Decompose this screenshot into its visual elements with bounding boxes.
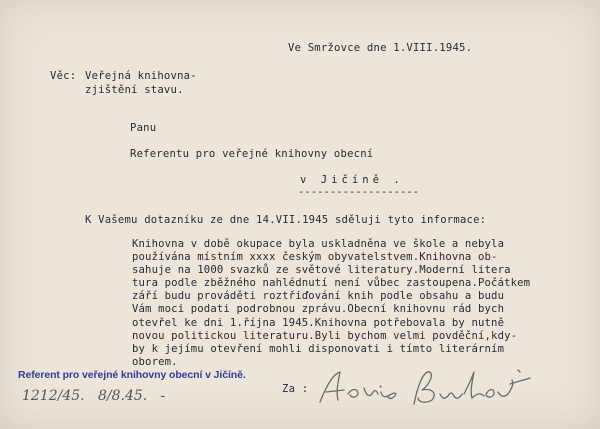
closing-label: Za : <box>282 383 309 395</box>
body-line: Knihovna v době okupace byla uskladněna ve škole a nebyla <box>132 238 505 250</box>
body-line: otevřel ke dni 1.října 1945.Knihovna potřebovala by nutně <box>132 316 505 329</box>
body-line: používána místním xxxx českým obyvatelstvem.Knihovna ob- <box>132 251 498 264</box>
handwritten-note: 1212/45. 8/8.45. - <box>22 388 166 404</box>
subject-line-2: zjištění stavu. <box>85 84 184 96</box>
body-line: oborem. <box>132 355 178 368</box>
letter-intro: K Vašemu dotazníku ze dne 14.VII.1945 sděluji tyto informace: <box>85 214 487 226</box>
subject-label: Věc: <box>50 70 77 82</box>
office-stamp: Referent pro veřejné knihovny obecní v Jičíně. <box>18 369 246 381</box>
salutation: Panu <box>130 122 157 134</box>
letter-body <box>132 238 530 369</box>
body-line: Vám moci podati podrobnou zprávu.Obecní knihovnu rád bych <box>132 303 505 316</box>
body-line: by k jejímu otevření mohli disponovati i tímto literárním <box>132 342 505 355</box>
city-underline: ------------------- <box>298 186 420 198</box>
subject-line-1: Veřejná knihovna- <box>85 70 197 82</box>
body-line: novou politickou literaturu.Byli bychom velmi povděční,kdy- <box>132 329 518 342</box>
date-line: Ve Smržovce dne 1.VIII.1945. <box>288 42 473 54</box>
body-line: tura podle zběžného nahlédnutí není vůbec zastoupena.Počátkem <box>132 277 531 290</box>
addressee-title: Referentu pro veřejné knihovny obecní <box>130 148 374 160</box>
addressee-city: v Jičíně . <box>300 174 404 186</box>
signature-image <box>314 364 544 414</box>
body-line: sahuje na 1000 svazků ze světové literatury.Moderní litera <box>132 264 511 277</box>
body-line: září budu prováděti roztřiďování knih podle obsahu a budu <box>132 290 505 303</box>
